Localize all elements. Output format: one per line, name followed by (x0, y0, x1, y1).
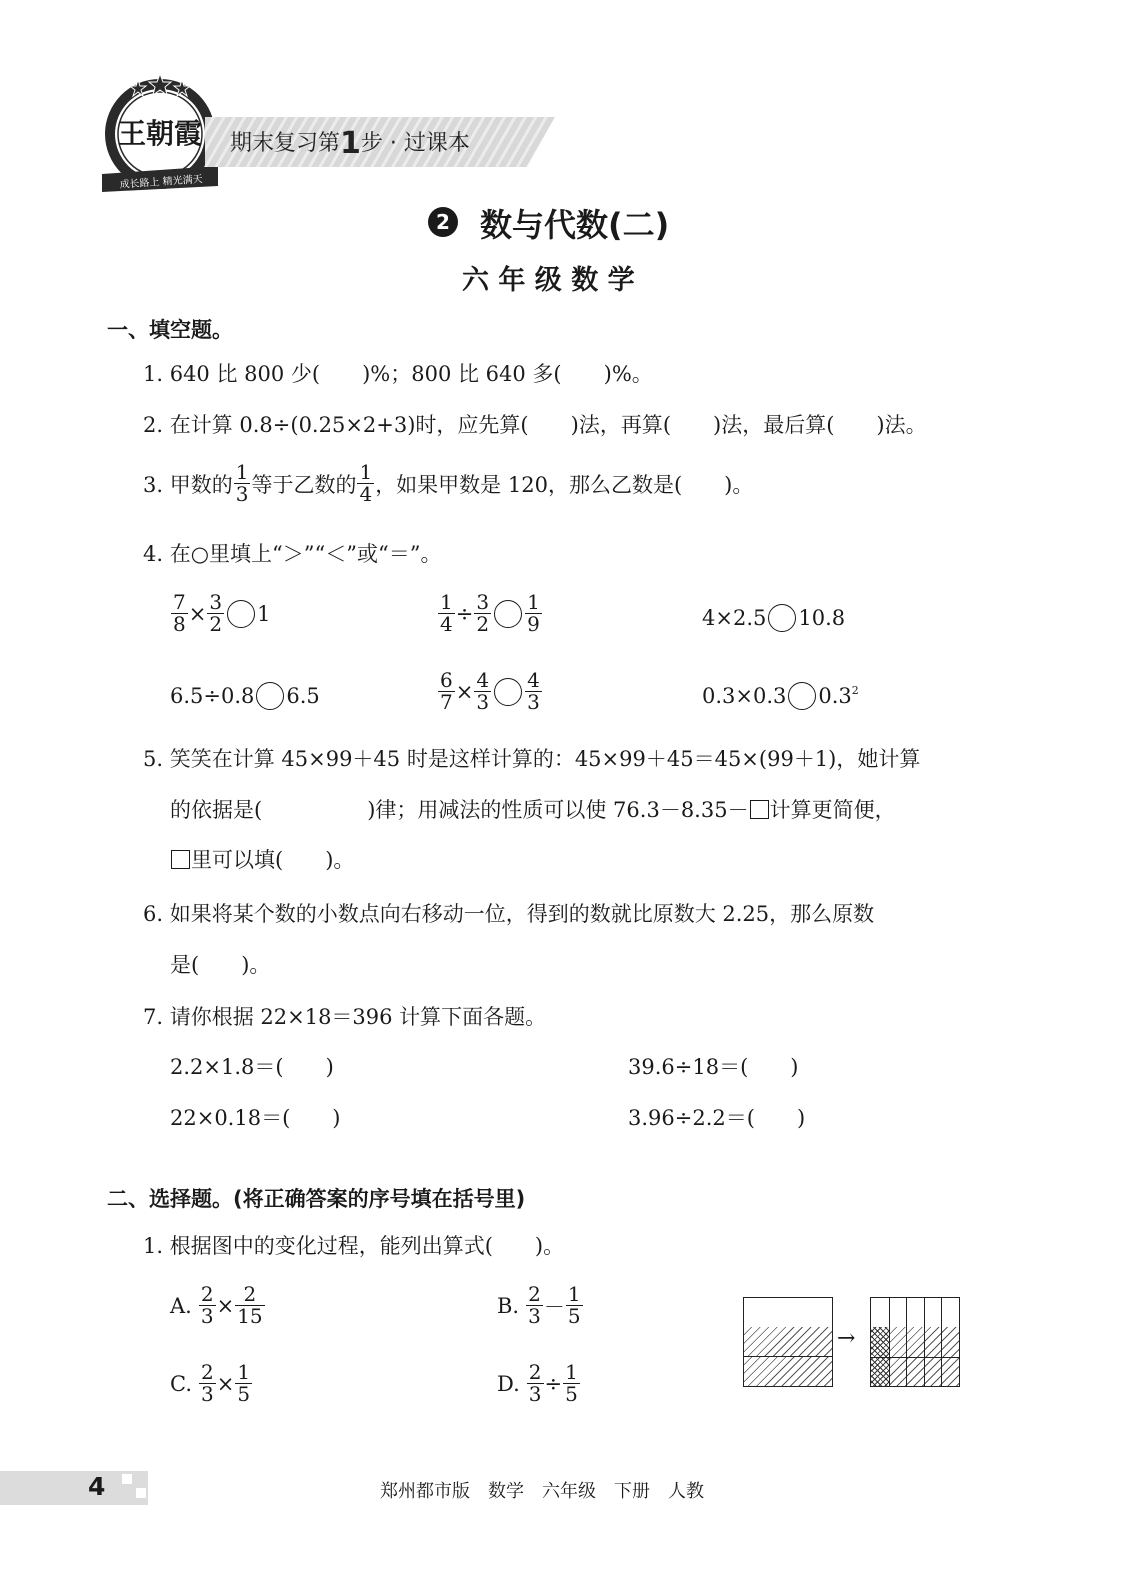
question-1-6-line1: 6. 如果将某个数的小数点向右移动一位，得到的数就比原数大 2.25，那么原数 (143, 902, 875, 926)
question-1-4: 4. 在○里填上“＞”“＜”或“＝”。 (143, 542, 442, 566)
section2-heading: 二、选择题。(将正确答案的序号填在括号里) (107, 1187, 526, 1211)
question-1-7-b: 39.6÷18＝( ) (628, 1055, 799, 1079)
question-1-5-line2: 的依据是( )律；用减法的性质可以使 76.3－8.35－ 计算更简便， (170, 798, 896, 822)
question-1-3: 3. 甲数的 $\frac{1}{3}$ 等于乙数的 $\frac{1}{4}$ ，如果甲数是 120，那么乙数是( )。 (143, 460, 754, 506)
answer-circle[interactable] (788, 682, 816, 710)
blank-box (171, 850, 190, 869)
page-title: 数与代数(二) (480, 206, 670, 244)
blank-box (750, 800, 769, 819)
compare-5: $\frac{6}{7}$ × $\frac{4}{3}$ $\frac{4}{3}$ (440, 668, 540, 714)
publisher-logo (100, 70, 222, 200)
question-1-7-a: 2.2×1.8＝( ) (170, 1055, 334, 1079)
footer-info: 郑州都市版 数学 六年级 下册 人教 (380, 1481, 704, 1502)
fraction: $\frac{1}{3}$ (235, 460, 249, 506)
arrow-icon: → (837, 1326, 856, 1351)
banner-text: 期末复习第1步 · 过课本 (230, 126, 470, 161)
answer-circle[interactable] (494, 678, 522, 706)
compare-2: $\frac{1}{4}$ ÷ $\frac{3}{2}$ $\frac{1}{9}$ (440, 590, 540, 636)
question-1-1: 1. 640 比 800 少( )%；800 比 640 多( )%。 (143, 362, 653, 386)
answer-circle[interactable] (227, 600, 255, 628)
question-1-6-line2: 是( )。 (170, 953, 271, 977)
footer-squares-icon (122, 1474, 148, 1502)
logo-text: 王朝霞 (117, 117, 202, 150)
diagram-after (870, 1297, 960, 1387)
compare-1: $\frac{7}{8}$ × $\frac{3}{2}$ 1 (173, 590, 271, 636)
answer-circle[interactable] (768, 604, 796, 632)
answer-circle[interactable] (256, 682, 284, 710)
compare-6: 0.3×0.3 0.3 $^2$ (702, 684, 859, 708)
compare-3: 4×2.5 10.8 (702, 606, 846, 630)
question-1-2: 2. 在计算 0.8÷(0.25×2+3)时，应先算( )法，再算( )法，最后算( )法。 (143, 413, 927, 437)
option-c: C. $\frac{2}{3}$ × $\frac{1}{5}$ (170, 1360, 251, 1406)
option-d: D. $\frac{2}{3}$ ÷ $\frac{1}{5}$ (497, 1360, 578, 1406)
option-b: B. $\frac{2}{3}$ － $\frac{1}{5}$ (497, 1282, 581, 1328)
fraction: $\frac{1}{4}$ (359, 460, 373, 506)
page-subtitle: 六 年 级 数 学 (462, 265, 635, 296)
compare-4: 6.5÷0.8 6.5 (170, 684, 320, 708)
question-1-7-d: 3.96÷2.2＝( ) (628, 1106, 806, 1130)
logo-motto: 成长路上 精光满天 (119, 174, 204, 191)
question-1-5-line3: 里可以填( )。 (170, 848, 354, 873)
page-number: 4 (88, 1472, 106, 1501)
option-a: A. $\frac{2}{3}$ × $\frac{2}{15}$ (170, 1282, 263, 1328)
chapter-number-badge: 2 (428, 207, 458, 237)
diagram-before (743, 1297, 833, 1387)
question-2-1: 1. 根据图中的变化过程，能列出算式( )。 (143, 1234, 565, 1258)
question-1-7-c: 22×0.18＝( ) (170, 1106, 341, 1130)
question-1-5-line1: 5. 笑笑在计算 45×99＋45 时是这样计算的：45×99＋45＝45×(99＋1)，她计算 (143, 747, 921, 771)
section1-heading: 一、填空题。 (107, 318, 233, 342)
answer-circle[interactable] (494, 600, 522, 628)
question-1-7: 7. 请你根据 22×18＝396 计算下面各题。 (143, 1005, 547, 1029)
